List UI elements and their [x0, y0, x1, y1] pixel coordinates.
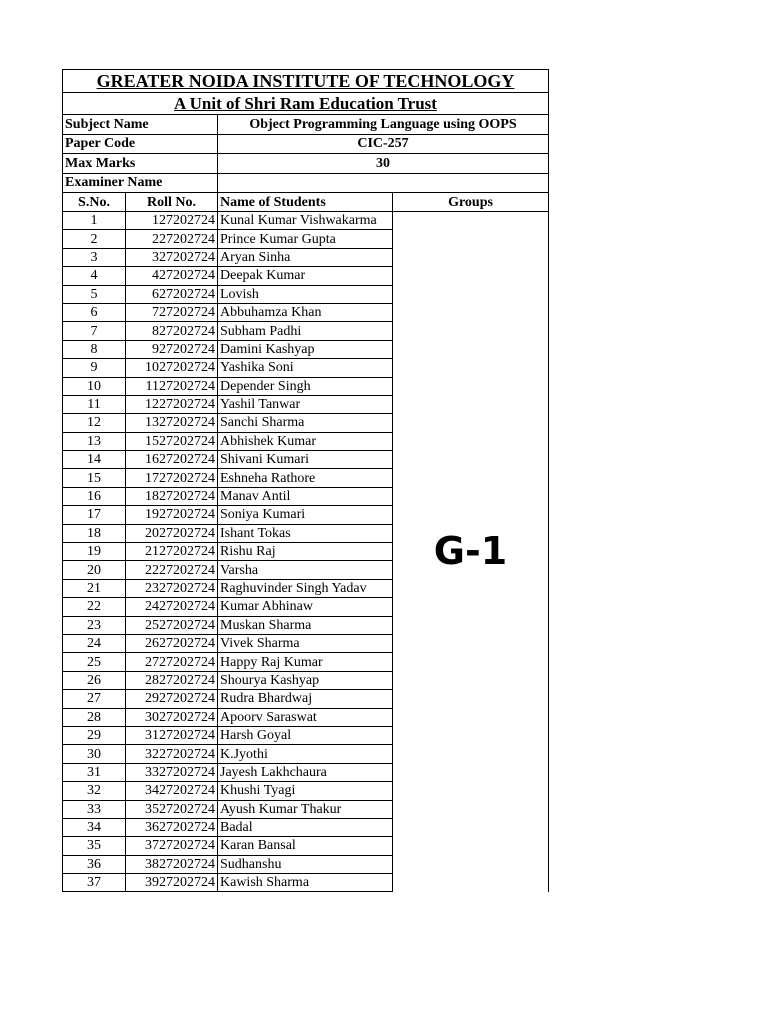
- subject-name-value: Object Programming Language using OOPS: [218, 115, 549, 135]
- roll-number-cell: 1627202724: [126, 451, 218, 469]
- roll-number-cell: 2527202724: [126, 616, 218, 634]
- roll-number-cell: 2327202724: [126, 579, 218, 597]
- serial-number-cell: 6: [63, 303, 126, 321]
- serial-number-cell: 23: [63, 616, 126, 634]
- roll-number-cell: 1927202724: [126, 506, 218, 524]
- serial-number-cell: 17: [63, 506, 126, 524]
- roll-number-cell: 2627202724: [126, 634, 218, 652]
- serial-number-cell: 1: [63, 212, 126, 230]
- roll-number-cell: 3327202724: [126, 763, 218, 781]
- student-name-cell: Yashil Tanwar: [218, 395, 393, 413]
- roll-number-cell: 227202724: [126, 230, 218, 248]
- roll-number-cell: 2127202724: [126, 543, 218, 561]
- column-header-row: [63, 193, 549, 212]
- serial-number-cell: 28: [63, 708, 126, 726]
- serial-number-cell: 3: [63, 248, 126, 266]
- student-name-cell: Shourya Kashyap: [218, 671, 393, 689]
- serial-number-cell: 35: [63, 837, 126, 855]
- serial-number-cell: 30: [63, 745, 126, 763]
- institute-title: GREATER NOIDA INSTITUTE OF TECHNOLOGY: [63, 70, 549, 93]
- roll-number-cell: 327202724: [126, 248, 218, 266]
- info-row-paper-code: [63, 134, 549, 154]
- roll-number-cell: 3427202724: [126, 782, 218, 800]
- serial-number-cell: 22: [63, 598, 126, 616]
- serial-number-cell: 19: [63, 543, 126, 561]
- serial-number-cell: 36: [63, 855, 126, 873]
- info-row-subject: [63, 115, 549, 135]
- title-row: [63, 70, 549, 93]
- student-name-cell: Ayush Kumar Thakur: [218, 800, 393, 818]
- roll-number-cell: 2027202724: [126, 524, 218, 542]
- serial-number-cell: 5: [63, 285, 126, 303]
- student-name-cell: Yashika Soni: [218, 359, 393, 377]
- student-name-cell: Eshneha Rathore: [218, 469, 393, 487]
- roll-number-cell: 127202724: [126, 212, 218, 230]
- student-name-cell: Jayesh Lakhchaura: [218, 763, 393, 781]
- serial-number-cell: 2: [63, 230, 126, 248]
- max-marks-label: Max Marks: [63, 154, 218, 174]
- roll-number-cell: 2827202724: [126, 671, 218, 689]
- col-header-roll: Roll No.: [126, 193, 218, 212]
- serial-number-cell: 11: [63, 395, 126, 413]
- roll-number-cell: 1527202724: [126, 432, 218, 450]
- col-header-sno: S.No.: [63, 193, 126, 212]
- serial-number-cell: 29: [63, 726, 126, 744]
- student-name-cell: Kunal Kumar Vishwakarma: [218, 212, 393, 230]
- roll-number-cell: 3527202724: [126, 800, 218, 818]
- serial-number-cell: 20: [63, 561, 126, 579]
- serial-number-cell: 21: [63, 579, 126, 597]
- serial-number-cell: 32: [63, 782, 126, 800]
- attendance-sheet: [62, 69, 548, 892]
- group-label: G-1: [393, 212, 549, 892]
- serial-number-cell: 16: [63, 487, 126, 505]
- paper-code-label: Paper Code: [63, 134, 218, 154]
- roll-number-cell: 2727202724: [126, 653, 218, 671]
- subtitle-row: [63, 93, 549, 115]
- serial-number-cell: 34: [63, 818, 126, 836]
- student-name-cell: Apoorv Saraswat: [218, 708, 393, 726]
- student-name-cell: Vivek Sharma: [218, 634, 393, 652]
- student-name-cell: Aryan Sinha: [218, 248, 393, 266]
- roll-number-cell: 3727202724: [126, 837, 218, 855]
- roll-number-cell: 1727202724: [126, 469, 218, 487]
- serial-number-cell: 27: [63, 690, 126, 708]
- serial-number-cell: 10: [63, 377, 126, 395]
- student-name-cell: Happy Raj Kumar: [218, 653, 393, 671]
- student-rows: [63, 212, 549, 892]
- roll-number-cell: 827202724: [126, 322, 218, 340]
- student-name-cell: Lovish: [218, 285, 393, 303]
- roll-number-cell: 3027202724: [126, 708, 218, 726]
- roll-number-cell: 2427202724: [126, 598, 218, 616]
- student-name-cell: Muskan Sharma: [218, 616, 393, 634]
- roll-number-cell: 927202724: [126, 340, 218, 358]
- student-name-cell: Kumar Abhinaw: [218, 598, 393, 616]
- serial-number-cell: 25: [63, 653, 126, 671]
- serial-number-cell: 26: [63, 671, 126, 689]
- roll-number-cell: 3127202724: [126, 726, 218, 744]
- student-name-cell: Depender Singh: [218, 377, 393, 395]
- student-name-cell: Deepak Kumar: [218, 267, 393, 285]
- roll-number-cell: 2227202724: [126, 561, 218, 579]
- serial-number-cell: 13: [63, 432, 126, 450]
- student-name-cell: Soniya Kumari: [218, 506, 393, 524]
- serial-number-cell: 15: [63, 469, 126, 487]
- serial-number-cell: 18: [63, 524, 126, 542]
- info-row-max-marks: [63, 154, 549, 174]
- roll-number-cell: 1227202724: [126, 395, 218, 413]
- student-name-cell: Sanchi Sharma: [218, 414, 393, 432]
- roll-number-cell: 3827202724: [126, 855, 218, 873]
- student-name-cell: Rudra Bhardwaj: [218, 690, 393, 708]
- roll-number-cell: 1827202724: [126, 487, 218, 505]
- student-name-cell: Khushi Tyagi: [218, 782, 393, 800]
- serial-number-cell: 9: [63, 359, 126, 377]
- roll-number-cell: 3927202724: [126, 874, 218, 892]
- student-name-cell: Raghuvinder Singh Yadav: [218, 579, 393, 597]
- student-name-cell: Rishu Raj: [218, 543, 393, 561]
- info-row-examiner: [63, 173, 549, 193]
- max-marks-value: 30: [218, 154, 549, 174]
- roll-number-cell: 3627202724: [126, 818, 218, 836]
- serial-number-cell: 7: [63, 322, 126, 340]
- student-name-cell: Kawish Sharma: [218, 874, 393, 892]
- table-row: [63, 212, 549, 230]
- serial-number-cell: 12: [63, 414, 126, 432]
- student-name-cell: Abbuhamza Khan: [218, 303, 393, 321]
- student-name-cell: Karan Bansal: [218, 837, 393, 855]
- roll-number-cell: 1327202724: [126, 414, 218, 432]
- serial-number-cell: 31: [63, 763, 126, 781]
- roll-number-cell: 3227202724: [126, 745, 218, 763]
- student-table: [62, 69, 549, 892]
- student-name-cell: Manav Antil: [218, 487, 393, 505]
- serial-number-cell: 24: [63, 634, 126, 652]
- paper-code-value: CIC-257: [218, 134, 549, 154]
- trust-subtitle: A Unit of Shri Ram Education Trust: [63, 93, 549, 115]
- examiner-name-label: Examiner Name: [63, 173, 218, 193]
- student-name-cell: Abhishek Kumar: [218, 432, 393, 450]
- examiner-name-value: [218, 173, 549, 193]
- serial-number-cell: 8: [63, 340, 126, 358]
- roll-number-cell: 2927202724: [126, 690, 218, 708]
- student-name-cell: K.Jyothi: [218, 745, 393, 763]
- student-name-cell: Damini Kashyap: [218, 340, 393, 358]
- student-name-cell: Sudhanshu: [218, 855, 393, 873]
- roll-number-cell: 427202724: [126, 267, 218, 285]
- roll-number-cell: 727202724: [126, 303, 218, 321]
- col-header-groups: Groups: [393, 193, 549, 212]
- student-name-cell: Subham Padhi: [218, 322, 393, 340]
- serial-number-cell: 14: [63, 451, 126, 469]
- serial-number-cell: 33: [63, 800, 126, 818]
- roll-number-cell: 627202724: [126, 285, 218, 303]
- roll-number-cell: 1127202724: [126, 377, 218, 395]
- student-name-cell: Shivani Kumari: [218, 451, 393, 469]
- col-header-name: Name of Students: [218, 193, 393, 212]
- serial-number-cell: 37: [63, 874, 126, 892]
- roll-number-cell: 1027202724: [126, 359, 218, 377]
- student-name-cell: Harsh Goyal: [218, 726, 393, 744]
- student-name-cell: Ishant Tokas: [218, 524, 393, 542]
- student-name-cell: Badal: [218, 818, 393, 836]
- serial-number-cell: 4: [63, 267, 126, 285]
- student-name-cell: Prince Kumar Gupta: [218, 230, 393, 248]
- subject-name-label: Subject Name: [63, 115, 218, 135]
- student-name-cell: Varsha: [218, 561, 393, 579]
